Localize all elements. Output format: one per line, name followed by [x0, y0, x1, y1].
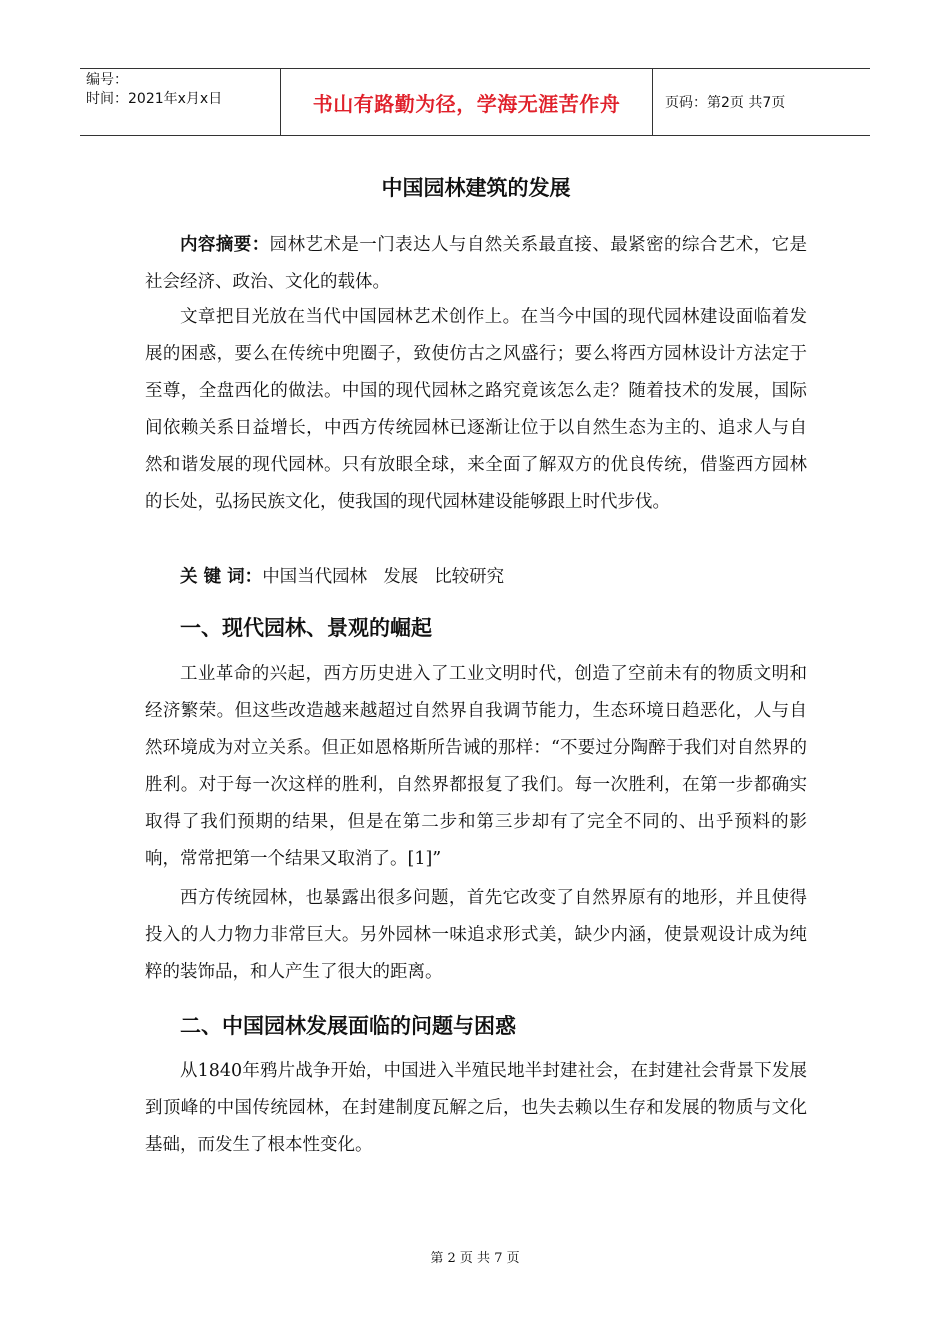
abstract-paragraph [145, 227, 807, 301]
section-2-heading: 二、中国园林发展面临的问题与困惑 [180, 1014, 516, 1038]
page-footer: 第 2 页 共 7 页 [430, 1251, 520, 1266]
header-page-cell [653, 69, 870, 135]
abstract-paragraph-2: 文章把目光放在当代中国园林艺术创作上。在当今中国的现代园林建设面临着发展的困惑，要么在传统中兜圈子，致使仿古之风盛行；要么将西方园林设计方法定于至尊，全盘西化的做法。中国的现代园林之路究竟该怎么走？随着技术的发展，国际间依赖关系日益增长，中西方传统园林已逐渐让位于以自然生态为主的、追求人与自然和谐发展的现代园林。只有放眼全球，来全面了解双方的优良传统，借鉴西方园林的长处，弘扬民族文化，使我国的现代园林建设能够跟上时代步伐。 [145, 307, 807, 512]
motto-text: 书山有路勤为径，学海无涯苦作舟 [312, 91, 621, 116]
page-info: 页码：第2页 共7页 [665, 95, 786, 111]
section-1-heading: 一、现代园林、景观的崛起 [180, 616, 432, 640]
header-meta-cell [80, 69, 280, 135]
section-1-paragraph-2: 西方传统园林，也暴露出很多问题，首先它改变了自然界原有的地形，并且使得投入的人力物力非常巨大。另外园林一味追求形式美，缺少内涵，使景观设计成为纯粹的装饰品，和人产生了很大的距离。 [145, 888, 807, 982]
abstract-label: 内容摘要： [180, 235, 270, 255]
keywords-line [145, 559, 807, 596]
keyword-1: 中国当代园林 [262, 567, 368, 587]
header-table [80, 68, 870, 136]
section-1-paragraph-1: 工业革命的兴起，西方历史进入了工业文明时代，创造了空前未有的物质文明和经济繁荣。但这些改造越来越超过自然界自我调节能力，生态环境日趋恶化，人与自然环境成为对立关系。但正如恩格斯所告诫的那样：“不要过分陶醉于我们对自然界的胜利。对于每一次这样的胜利，自然界都报复了我们。每一次胜利，在第一步都确实取得了我们预期的结果，但是在第二步和第三步却有了完全不同的、出乎预料的影响，常常把第一个结果又取消了。[1]” [145, 664, 807, 869]
keyword-3: 比较研究 [434, 567, 505, 587]
document-title: 中国园林建筑的发展 [381, 176, 571, 200]
keywords-label: 关 键 词： [180, 567, 263, 587]
time-label: 时间：2021年x月x日 [86, 91, 223, 107]
abstract-text: 园林艺术是一门表达人与自然关系最直接、最紧密的综合艺术，它是社会经济、政治、文化的载体。 [145, 235, 808, 292]
number-label: 编号： [86, 72, 128, 88]
header-motto-cell [280, 69, 653, 135]
section-2-paragraph-1: 从1840年鸦片战争开始，中国进入半殖民地半封建社会，在封建社会背景下发展到顶峰的中国传统园林，在封建制度瓦解之后，也失去赖以生存和发展的物质与文化基础，而发生了根本性变化。 [145, 1061, 807, 1155]
keyword-2: 发展 [383, 567, 419, 587]
